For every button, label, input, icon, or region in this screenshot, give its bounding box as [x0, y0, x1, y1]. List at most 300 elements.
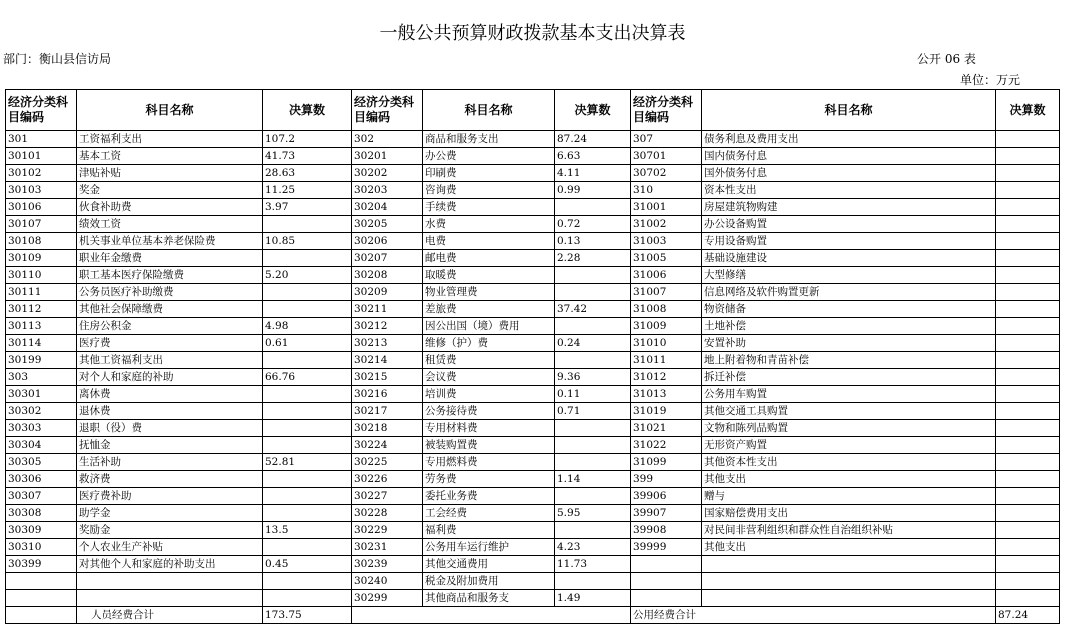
item-name-cell: 手续费	[423, 199, 555, 216]
header-amount-2: 决算数	[555, 90, 631, 131]
amount-cell	[555, 522, 631, 539]
amount-cell: 2.28	[555, 250, 631, 267]
amount-cell: 28.63	[263, 165, 352, 182]
amount-cell: 0.45	[263, 556, 352, 573]
table-row	[6, 352, 1060, 369]
item-name-cell: 商品和服务支出	[423, 131, 555, 148]
header-code-1: 经济分类科目编码	[6, 90, 77, 131]
item-name-cell: 咨询费	[423, 182, 555, 199]
table-row	[6, 165, 1060, 182]
public-total-value: 87.24	[996, 607, 1060, 624]
table-row	[6, 505, 1060, 522]
unit-label: 单位：万元	[960, 73, 1021, 87]
amount-cell	[555, 573, 631, 590]
econ-code-cell: 30206	[352, 233, 423, 250]
econ-code-cell: 31002	[631, 216, 702, 233]
econ-code-cell: 30110	[6, 267, 77, 284]
amount-cell: 66.76	[263, 369, 352, 386]
econ-code-cell: 30225	[352, 454, 423, 471]
econ-code-cell: 302	[352, 131, 423, 148]
econ-code-cell: 30111	[6, 284, 77, 301]
econ-code-cell: 30299	[352, 590, 423, 607]
econ-code-cell: 39999	[631, 539, 702, 556]
amount-cell: 0.72	[555, 216, 631, 233]
item-name-cell: 个人农业生产补贴	[77, 539, 263, 556]
public-total-label: 公用经费合计	[631, 607, 996, 624]
amount-cell	[996, 539, 1060, 556]
table-code: 公开 06 表	[917, 52, 976, 66]
amount-cell	[263, 488, 352, 505]
amount-cell	[555, 454, 631, 471]
amount-cell	[996, 352, 1060, 369]
econ-code-cell: 30106	[6, 199, 77, 216]
amount-cell: 4.98	[263, 318, 352, 335]
econ-code-cell: 30227	[352, 488, 423, 505]
econ-code-cell: 31006	[631, 267, 702, 284]
item-name-cell: 公务接待费	[423, 403, 555, 420]
item-name-cell: 文物和陈列品购置	[702, 420, 996, 437]
table-row	[6, 386, 1060, 403]
amount-cell	[263, 539, 352, 556]
item-name-cell: 国家赔偿费用支出	[702, 505, 996, 522]
amount-cell: 5.20	[263, 267, 352, 284]
page-title: 一般公共预算财政拨款基本支出决算表	[379, 23, 686, 44]
item-name-cell: 公务员医疗补助缴费	[77, 284, 263, 301]
item-name-cell: 机关事业单位基本养老保险费	[77, 233, 263, 250]
amount-cell: 0.99	[555, 182, 631, 199]
amount-cell: 0.11	[555, 386, 631, 403]
table-row	[6, 556, 1060, 573]
econ-code-cell: 30214	[352, 352, 423, 369]
item-name-cell: 劳务费	[423, 471, 555, 488]
econ-code-cell: 30307	[6, 488, 77, 505]
item-name-cell: 奖金	[77, 182, 263, 199]
item-name-cell: 电费	[423, 233, 555, 250]
amount-cell: 41.73	[263, 148, 352, 165]
econ-code-cell: 31021	[631, 420, 702, 437]
econ-code-cell: 30202	[352, 165, 423, 182]
item-name-cell: 无形资产购置	[702, 437, 996, 454]
econ-code-cell: 30701	[631, 148, 702, 165]
amount-cell	[555, 318, 631, 335]
item-name-cell: 抚恤金	[77, 437, 263, 454]
amount-cell: 4.11	[555, 165, 631, 182]
econ-code-cell: 30301	[6, 386, 77, 403]
item-name-cell: 离休费	[77, 386, 263, 403]
header-name-3: 科目名称	[702, 90, 996, 131]
table-row	[6, 454, 1060, 471]
econ-code-cell: 30228	[352, 505, 423, 522]
econ-code-cell	[631, 573, 702, 590]
econ-code-cell: 30211	[352, 301, 423, 318]
item-name-cell: 大型修缮	[702, 267, 996, 284]
amount-cell: 13.5	[263, 522, 352, 539]
amount-cell	[555, 267, 631, 284]
item-name-cell: 物资储备	[702, 301, 996, 318]
item-name-cell	[702, 590, 996, 607]
econ-code-cell: 39908	[631, 522, 702, 539]
item-name-cell: 国外债务付息	[702, 165, 996, 182]
table-row	[6, 573, 1060, 590]
amount-cell	[996, 233, 1060, 250]
item-name-cell: 办公费	[423, 148, 555, 165]
totals-row	[6, 607, 1060, 624]
expenditure-table	[5, 89, 1060, 624]
personnel-total-label: 人员经费合计	[77, 607, 263, 624]
econ-code-cell: 30218	[352, 420, 423, 437]
amount-cell	[263, 284, 352, 301]
table-row	[6, 216, 1060, 233]
econ-code-cell: 30207	[352, 250, 423, 267]
header-code-3: 经济分类科目编码	[631, 90, 702, 131]
econ-code-cell: 30229	[352, 522, 423, 539]
econ-code-cell: 39907	[631, 505, 702, 522]
amount-cell	[996, 301, 1060, 318]
amount-cell	[555, 437, 631, 454]
amount-cell: 87.24	[555, 131, 631, 148]
item-name-cell	[702, 556, 996, 573]
item-name-cell: 办公设备购置	[702, 216, 996, 233]
item-name-cell: 其他支出	[702, 471, 996, 488]
amount-cell	[996, 386, 1060, 403]
item-name-cell: 印刷费	[423, 165, 555, 182]
amount-cell	[263, 403, 352, 420]
table-row	[6, 471, 1060, 488]
item-name-cell: 专用设备购置	[702, 233, 996, 250]
amount-cell	[263, 437, 352, 454]
amount-cell: 1.49	[555, 590, 631, 607]
amount-cell	[996, 420, 1060, 437]
amount-cell	[996, 454, 1060, 471]
table-row	[6, 437, 1060, 454]
item-name-cell	[77, 573, 263, 590]
item-name-cell: 退职（役）费	[77, 420, 263, 437]
amount-cell	[263, 216, 352, 233]
econ-code-cell: 30215	[352, 369, 423, 386]
amount-cell	[555, 488, 631, 505]
amount-cell: 11.73	[555, 556, 631, 573]
item-name-cell: 生活补助	[77, 454, 263, 471]
item-name-cell: 被装购置费	[423, 437, 555, 454]
amount-cell	[996, 199, 1060, 216]
table-row	[6, 318, 1060, 335]
amount-cell	[996, 590, 1060, 607]
item-name-cell: 信息网络及软件购置更新	[702, 284, 996, 301]
amount-cell	[263, 386, 352, 403]
econ-code-cell: 30310	[6, 539, 77, 556]
econ-code-cell: 30305	[6, 454, 77, 471]
econ-code-cell: 31009	[631, 318, 702, 335]
econ-code-cell: 30308	[6, 505, 77, 522]
item-name-cell: 公务用车运行维护	[423, 539, 555, 556]
econ-code-cell: 31022	[631, 437, 702, 454]
econ-code-cell: 307	[631, 131, 702, 148]
item-name-cell: 职业年金缴费	[77, 250, 263, 267]
amount-cell	[263, 590, 352, 607]
table-row	[6, 301, 1060, 318]
econ-code-cell: 30101	[6, 148, 77, 165]
econ-code-cell: 39906	[631, 488, 702, 505]
econ-code-cell: 30107	[6, 216, 77, 233]
econ-code-cell: 31001	[631, 199, 702, 216]
amount-cell	[996, 369, 1060, 386]
econ-code-cell: 30199	[6, 352, 77, 369]
header-amount-3: 决算数	[996, 90, 1060, 131]
header-amount-1: 决算数	[263, 90, 352, 131]
amount-cell	[263, 250, 352, 267]
econ-code-cell: 30203	[352, 182, 423, 199]
totals-spacer-1	[6, 607, 77, 624]
table-row	[6, 250, 1060, 267]
econ-code-cell: 30109	[6, 250, 77, 267]
amount-cell: 37.42	[555, 301, 631, 318]
table-row	[6, 284, 1060, 301]
amount-cell	[996, 556, 1060, 573]
item-name-cell: 对民间非营利组织和群众性自治组织补贴	[702, 522, 996, 539]
table-row	[6, 199, 1060, 216]
econ-code-cell	[631, 556, 702, 573]
amount-cell: 0.24	[555, 335, 631, 352]
item-name-cell: 税金及附加费用	[423, 573, 555, 590]
item-name-cell: 工资福利支出	[77, 131, 263, 148]
econ-code-cell: 30108	[6, 233, 77, 250]
econ-code-cell: 30303	[6, 420, 77, 437]
item-name-cell: 委托业务费	[423, 488, 555, 505]
item-name-cell: 资本性支出	[702, 182, 996, 199]
econ-code-cell: 30114	[6, 335, 77, 352]
amount-cell: 52.81	[263, 454, 352, 471]
item-name-cell: 基本工资	[77, 148, 263, 165]
econ-code-cell: 399	[631, 471, 702, 488]
header-code-2: 经济分类科目编码	[352, 90, 423, 131]
table-row	[6, 131, 1060, 148]
item-name-cell: 职工基本医疗保险缴费	[77, 267, 263, 284]
table-row	[6, 488, 1060, 505]
econ-code-cell	[6, 590, 77, 607]
amount-cell	[996, 250, 1060, 267]
item-name-cell: 工会经费	[423, 505, 555, 522]
item-name-cell: 住房公积金	[77, 318, 263, 335]
item-name-cell	[77, 590, 263, 607]
amount-cell: 0.71	[555, 403, 631, 420]
econ-code-cell: 30213	[352, 335, 423, 352]
header-row	[6, 90, 1060, 131]
item-name-cell: 救济费	[77, 471, 263, 488]
amount-cell: 6.63	[555, 148, 631, 165]
item-name-cell: 取暖费	[423, 267, 555, 284]
econ-code-cell: 30102	[6, 165, 77, 182]
econ-code-cell: 31012	[631, 369, 702, 386]
item-name-cell: 其他工资福利支出	[77, 352, 263, 369]
item-name-cell: 基础设施建设	[702, 250, 996, 267]
amount-cell	[996, 216, 1060, 233]
amount-cell	[996, 505, 1060, 522]
item-name-cell: 债务利息及费用支出	[702, 131, 996, 148]
amount-cell	[555, 420, 631, 437]
amount-cell: 4.23	[555, 539, 631, 556]
amount-cell	[996, 148, 1060, 165]
econ-code-cell: 30217	[352, 403, 423, 420]
table-row	[6, 233, 1060, 250]
amount-cell	[263, 420, 352, 437]
item-name-cell: 土地补偿	[702, 318, 996, 335]
table-row	[6, 420, 1060, 437]
amount-cell	[263, 573, 352, 590]
econ-code-cell: 31007	[631, 284, 702, 301]
amount-cell	[996, 267, 1060, 284]
item-name-cell	[702, 573, 996, 590]
amount-cell: 9.36	[555, 369, 631, 386]
econ-code-cell: 31011	[631, 352, 702, 369]
econ-code-cell: 30240	[352, 573, 423, 590]
econ-code-cell: 310	[631, 182, 702, 199]
item-name-cell: 津贴补贴	[77, 165, 263, 182]
item-name-cell: 邮电费	[423, 250, 555, 267]
item-name-cell: 奖励金	[77, 522, 263, 539]
item-name-cell: 其他交通工具购置	[702, 403, 996, 420]
item-name-cell: 专用燃料费	[423, 454, 555, 471]
econ-code-cell	[6, 573, 77, 590]
item-name-cell: 房屋建筑物购建	[702, 199, 996, 216]
amount-cell	[996, 284, 1060, 301]
amount-cell	[996, 488, 1060, 505]
amount-cell: 10.85	[263, 233, 352, 250]
amount-cell: 11.25	[263, 182, 352, 199]
amount-cell: 107.2	[263, 131, 352, 148]
amount-cell	[996, 335, 1060, 352]
amount-cell	[996, 471, 1060, 488]
econ-code-cell: 31010	[631, 335, 702, 352]
amount-cell	[263, 505, 352, 522]
econ-code-cell: 31003	[631, 233, 702, 250]
totals-spacer-2	[352, 607, 631, 624]
econ-code-cell: 30204	[352, 199, 423, 216]
item-name-cell: 其他商品和服务支	[423, 590, 555, 607]
table-row	[6, 403, 1060, 420]
amount-cell	[555, 352, 631, 369]
econ-code-cell: 30304	[6, 437, 77, 454]
econ-code-cell: 30112	[6, 301, 77, 318]
item-name-cell: 差旅费	[423, 301, 555, 318]
econ-code-cell: 30306	[6, 471, 77, 488]
item-name-cell: 安置补助	[702, 335, 996, 352]
econ-code-cell: 30309	[6, 522, 77, 539]
item-name-cell: 会议费	[423, 369, 555, 386]
econ-code-cell: 30212	[352, 318, 423, 335]
econ-code-cell: 30216	[352, 386, 423, 403]
header-name-2: 科目名称	[423, 90, 555, 131]
econ-code-cell: 31005	[631, 250, 702, 267]
amount-cell	[996, 182, 1060, 199]
econ-code-cell: 303	[6, 369, 77, 386]
item-name-cell: 地上附着物和青苗补偿	[702, 352, 996, 369]
table-row	[6, 539, 1060, 556]
item-name-cell: 退休费	[77, 403, 263, 420]
header-name-1: 科目名称	[77, 90, 263, 131]
item-name-cell: 因公出国（境）费用	[423, 318, 555, 335]
econ-code-cell: 30224	[352, 437, 423, 454]
table-row	[6, 590, 1060, 607]
item-name-cell: 助学金	[77, 505, 263, 522]
amount-cell	[996, 165, 1060, 182]
econ-code-cell: 30702	[631, 165, 702, 182]
amount-cell: 0.61	[263, 335, 352, 352]
table-row	[6, 522, 1060, 539]
item-name-cell: 福利费	[423, 522, 555, 539]
item-name-cell: 培训费	[423, 386, 555, 403]
amount-cell: 1.14	[555, 471, 631, 488]
econ-code-cell: 301	[6, 131, 77, 148]
item-name-cell: 其他社会保障缴费	[77, 301, 263, 318]
amount-cell	[996, 522, 1060, 539]
amount-cell	[996, 318, 1060, 335]
econ-code-cell: 30302	[6, 403, 77, 420]
econ-code-cell: 30201	[352, 148, 423, 165]
item-name-cell: 其他交通费用	[423, 556, 555, 573]
item-name-cell: 其他支出	[702, 539, 996, 556]
econ-code-cell: 30399	[6, 556, 77, 573]
amount-cell	[263, 352, 352, 369]
item-name-cell: 其他资本性支出	[702, 454, 996, 471]
econ-code-cell: 31099	[631, 454, 702, 471]
amount-cell: 0.13	[555, 233, 631, 250]
item-name-cell: 国内债务付息	[702, 148, 996, 165]
personnel-total-value: 173.75	[263, 607, 352, 624]
item-name-cell: 物业管理费	[423, 284, 555, 301]
econ-code-cell	[631, 590, 702, 607]
econ-code-cell: 31008	[631, 301, 702, 318]
econ-code-cell: 30209	[352, 284, 423, 301]
item-name-cell: 租赁费	[423, 352, 555, 369]
item-name-cell: 拆迁补偿	[702, 369, 996, 386]
item-name-cell: 公务用车购置	[702, 386, 996, 403]
amount-cell	[996, 573, 1060, 590]
item-name-cell: 专用材料费	[423, 420, 555, 437]
item-name-cell: 水费	[423, 216, 555, 233]
amount-cell: 5.95	[555, 505, 631, 522]
table-row	[6, 335, 1060, 352]
item-name-cell: 对个人和家庭的补助	[77, 369, 263, 386]
amount-cell	[996, 131, 1060, 148]
amount-cell	[996, 403, 1060, 420]
econ-code-cell: 30208	[352, 267, 423, 284]
amount-cell	[555, 199, 631, 216]
item-name-cell: 医疗费	[77, 335, 263, 352]
table-row	[6, 182, 1060, 199]
econ-code-cell: 30226	[352, 471, 423, 488]
econ-code-cell: 30239	[352, 556, 423, 573]
amount-cell	[996, 437, 1060, 454]
item-name-cell: 对其他个人和家庭的补助支出	[77, 556, 263, 573]
amount-cell	[555, 284, 631, 301]
econ-code-cell: 31019	[631, 403, 702, 420]
item-name-cell: 医疗费补助	[77, 488, 263, 505]
table-row	[6, 148, 1060, 165]
amount-cell	[263, 471, 352, 488]
item-name-cell: 维修（护）费	[423, 335, 555, 352]
econ-code-cell: 30113	[6, 318, 77, 335]
table-row	[6, 267, 1060, 284]
item-name-cell: 伙食补助费	[77, 199, 263, 216]
department-label: 部门：衡山县信访局	[3, 52, 112, 66]
amount-cell	[263, 301, 352, 318]
econ-code-cell: 31013	[631, 386, 702, 403]
item-name-cell: 赠与	[702, 488, 996, 505]
econ-code-cell: 30103	[6, 182, 77, 199]
item-name-cell: 绩效工资	[77, 216, 263, 233]
econ-code-cell: 30231	[352, 539, 423, 556]
amount-cell: 3.97	[263, 199, 352, 216]
